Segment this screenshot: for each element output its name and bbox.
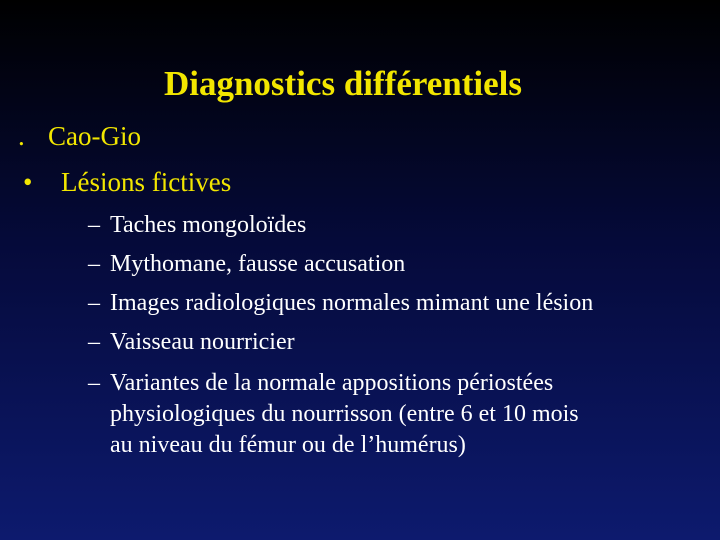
bullet-item-lesions-fictives (18, 164, 231, 200)
sub-item-text: Taches mongoloïdes (110, 212, 307, 238)
period-marker: . (18, 121, 25, 151)
sub-item-images (88, 288, 593, 319)
dash-marker: – (88, 329, 100, 355)
sub-item-mythomane (88, 249, 405, 280)
bullet-text: Lésions fictives (61, 167, 232, 197)
bullet-icon: • (23, 167, 33, 197)
sub-item-text: Vaisseau nourricier (110, 329, 295, 355)
sub-item-taches (88, 210, 306, 241)
dash-marker: – (88, 370, 100, 396)
sub-item-text: Variantes de la normale appositions périostées (110, 370, 554, 396)
sub-item-text-continued: au niveau du fémur ou de l’humérus) (110, 432, 466, 458)
slide-title: Diagnostics différentiels (163, 64, 523, 103)
dash-marker: – (88, 251, 100, 277)
sub-item-vaisseau (88, 327, 295, 358)
bullet-text: Cao-Gio (48, 121, 141, 151)
bullet-item-cao-gio (18, 118, 141, 154)
sub-item-variantes (88, 368, 579, 461)
dash-marker: – (88, 212, 100, 238)
sub-item-text-continued: physiologiques du nourrisson (entre 6 et 10 mois (110, 401, 579, 427)
sub-item-text: Images radiologiques normales mimant une lésion (110, 290, 594, 316)
sub-item-text: Mythomane, fausse accusation (110, 251, 406, 277)
dash-marker: – (88, 290, 100, 316)
